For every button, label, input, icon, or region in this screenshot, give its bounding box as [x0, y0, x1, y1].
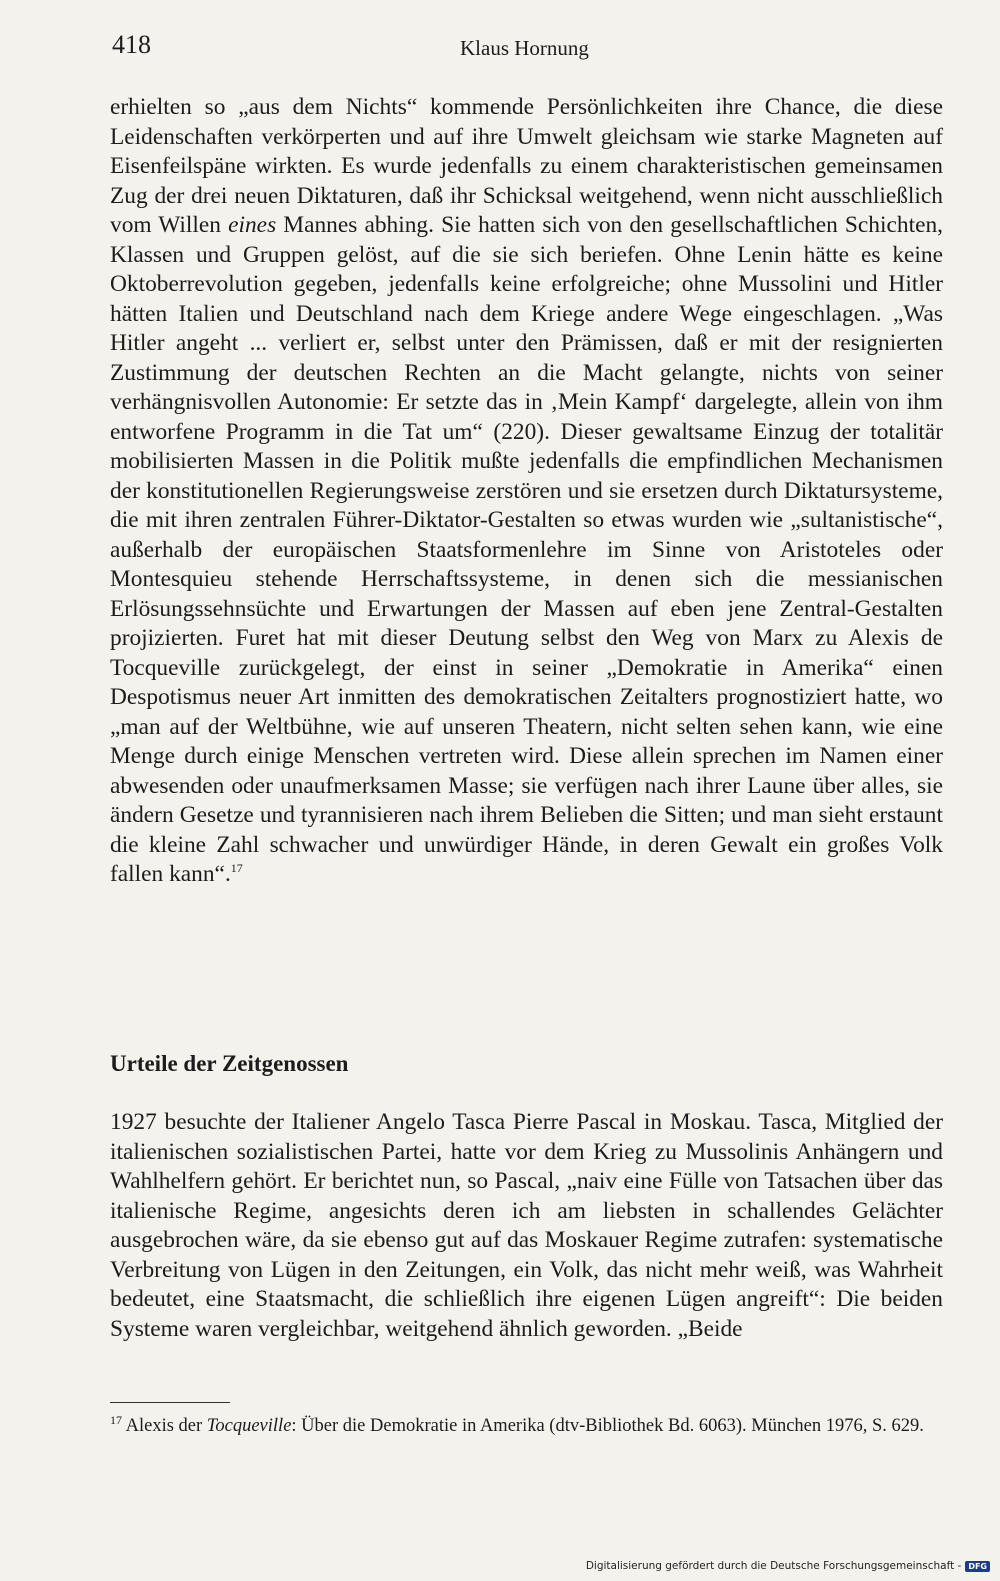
body-paragraph-1: [110, 93, 943, 890]
section-heading: Urteile der Zeitgenossen: [110, 1051, 349, 1076]
digitization-text: Digitalisierung gefördert durch die Deutsche Forschungsgemeinschaft -: [585, 1560, 962, 1572]
body-paragraph-2: 1927 besuchte der Italiener Angelo Tasca Pierre Pascal in Moskau. Tasca, Mitglied der italienischen sozialistischen Partei, hatte vor dem Krieg zu Mussolinis Anhängern und Wahlhelfern gehört. Er berichtet nun, so Pascal, „naiv eine Fülle von Tatsachen über das italienische Regime, angesichts deren ich am liebsten in schallendes Gelächter ausgebrochen wäre, da sie ebenso gut auf das Moskauer Regime zutrafen: systematische Verbreitung von Lügen in den Zeitungen, ein Volk, das nicht mehr weiß, was Wahrheit bedeutet, eine Staatsmacht, die schließlich ihre eigenen Lügen angreift“: Die beiden Systeme waren vergleichbar, weitgehend ähnlich geworden. „Beide: [110, 1109, 943, 1342]
footnote-number: 17: [110, 1412, 122, 1427]
page-number: 418: [112, 30, 151, 59]
dfg-logo-icon: DFG: [965, 1561, 990, 1572]
emphasis-text: eines: [228, 212, 277, 238]
paragraph-text: erhielten so „aus dem Nichts“ kommende Persönlichkeiten ihre Chance, die diese Leidenschaften verkörperten und auf ihre Umwelt gleichsam wie starke Magneten auf Eisenfeilspäne wirkten. Es wurde jedenfalls zu einem charakteristischen gemeinsamen Zug der drei neuen Diktaturen, daß ihr Schicksal weitgehend, wenn nicht ausschließlich vom Willen: [110, 94, 943, 238]
digitization-notice: [586, 1560, 990, 1572]
paragraph-text: Mannes abhing. Sie hatten sich von den gesellschaftlichen Schichten, Klassen und Gruppen gelöst, auf die sie sich beriefen. Ohne Lenin hätte es keine Oktoberrevolution gegeben, jedenfalls keine erfolgreiche; ohne Mussolini und Hitler hätten Italien und Deutschland nach dem Kriege andere Wege eingeschlagen. „Was Hitler angeht ... verliert er, selbst unter den Prämissen, daß er mit der resignierten Zustimmung der deutschen Rechten an die Macht gelangte, nichts von seiner verhängnisvollen Autonomie: Er setzte das in ‚Mein Kampf‘ dargelegte, allein von ihm entworfene Programm in die Tat um“ (220). Dieser gewaltsame Einzug der totalitär mobilisierten Massen in die Politik mußte jedenfalls die empfindlichen Mechanismen der konstitutionellen Regierungsweise zerstören und sie ersetzen durch Diktatursysteme, die mit ihren zentralen Führer-Diktator-Gestalten so etwas wurden wie „sultanistische“, außerhalb der europäischen Staatsformenlehre im Sinne von Aristoteles oder Montesquieu stehende Herrschaftssysteme, in denen sich die messianischen Erlösungssehnsüchte und Erwartungen der Massen auf eben jene Zentral-Gestalten projizierten. Furet hat mit dieser Deutung selbst den Weg von Marx zu Alexis de Tocqueville zurückgelegt, der einst in seiner „Demokratie in Amerika“ einen Despotismus neuer Art inmitten des demokratischen Zeitalters prognostiziert hatte, wo „man auf der Weltbühne, wie auf unseren Theatern, nicht selten sehen kann, wie eine Menge durch einige Menschen vertreten wird. Diese allein sprechen im Namen einer abwesenden oder unaufmerksamen Masse; sie verfügen nach ihrer Laune über alles, sie ändern Gesetze und tyrannisieren nach ihrem Belieben die Sitten; und man sieht erstaunt die kleine Zahl schwacher und unwürdiger Hände, in deren Gewalt ein großes Volk fallen kann“.: [110, 212, 943, 887]
running-head: Klaus Hornung: [460, 36, 589, 60]
footnote-text: : Über die Demokratie in Amerika (dtv-Bibliothek Bd. 6063). München 1976, S. 629.: [291, 1416, 924, 1436]
footnote-text: Alexis der: [125, 1416, 207, 1436]
footnote-reference: 17: [230, 861, 243, 876]
footnote-emphasis: Tocqueville: [206, 1416, 292, 1436]
footnote-divider: [110, 1402, 230, 1403]
footnote: [110, 1414, 943, 1438]
